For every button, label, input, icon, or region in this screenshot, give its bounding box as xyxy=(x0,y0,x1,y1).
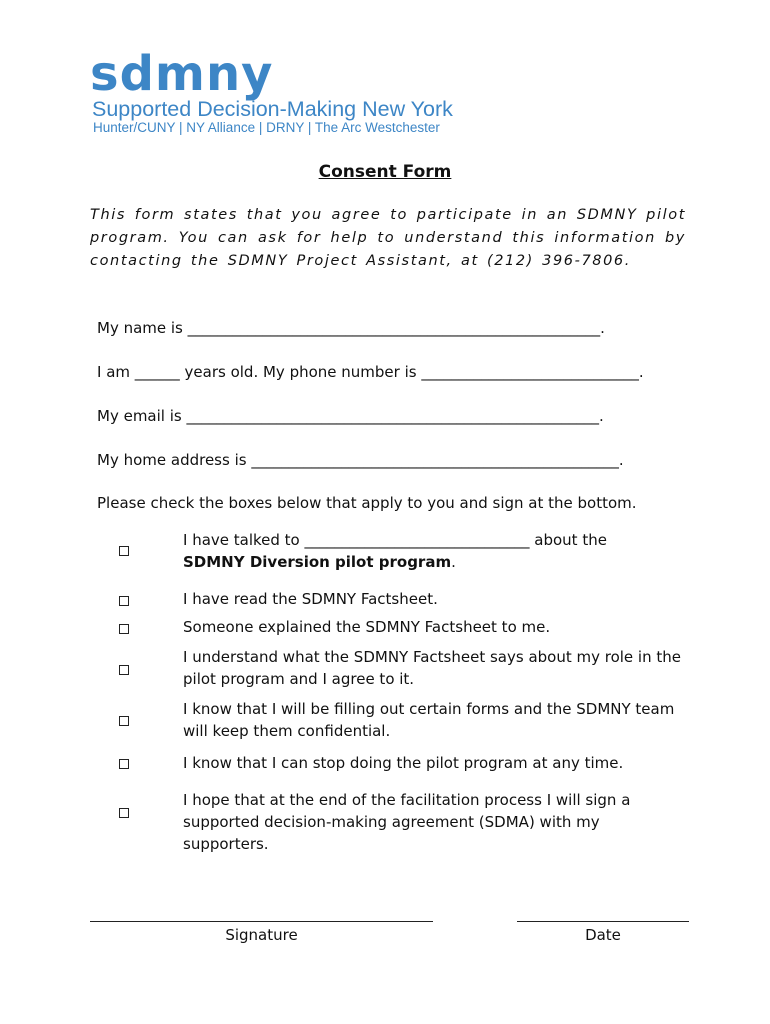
item-sdma-agreement: I hope that at the end of the facilitation process I will sign a supported decision-making agreement (SDMA) with my supporters. xyxy=(183,791,631,853)
age-phone-field[interactable]: I am ______ years old. My phone number is _____________________________. xyxy=(97,363,644,381)
date-label: Date xyxy=(585,926,621,944)
checkbox-sdma-agreement[interactable] xyxy=(119,808,129,818)
item-read-factsheet: I have read the SDMNY Factsheet. xyxy=(183,590,438,608)
signature-label: Signature xyxy=(225,926,298,944)
checkbox-understand-role[interactable] xyxy=(119,665,129,675)
item-talked-end: . xyxy=(451,553,456,571)
checkbox-instruction: Please check the boxes below that apply to you and sign at the bottom. xyxy=(97,494,637,512)
checkbox-confidential[interactable] xyxy=(119,716,129,726)
checkbox-talked[interactable] xyxy=(119,546,129,556)
checkbox-explained-factsheet[interactable] xyxy=(119,624,129,634)
logo-partners: Hunter/CUNY | NY Alliance | DRNY | The Arc Westchester xyxy=(93,120,440,135)
checkbox-read-factsheet[interactable] xyxy=(119,596,129,606)
item-talked-prefix: I have talked to ______________________________ about the xyxy=(183,531,607,549)
logo-wordmark: sdmny xyxy=(90,46,274,102)
address-field[interactable]: My home address is _________________________________________________. xyxy=(97,451,624,469)
item-stop-anytime: I know that I can stop doing the pilot program at any time. xyxy=(183,754,624,772)
item-talked xyxy=(183,529,683,573)
form-title: Consent Form xyxy=(318,162,452,182)
item-understand-role: I understand what the SDMNY Factsheet says about my role in the pilot program and I agree to it. xyxy=(183,648,681,688)
date-line[interactable] xyxy=(517,921,689,922)
item-confidential: I know that I will be filling out certain forms and the SDMNY team will keep them confidential. xyxy=(183,700,675,740)
email-field[interactable]: My email is _______________________________________________________. xyxy=(97,407,604,425)
item-talked-program: SDMNY Diversion pilot program xyxy=(183,553,452,571)
form-intro: This form states that you agree to participate in an SDMNY pilot program. You can ask for help to understand this information by contacting the SDMNY Project Assistant, at (212) 396-7806. xyxy=(90,207,686,269)
signature-line[interactable] xyxy=(90,921,433,922)
logo-subtitle: Supported Decision-Making New York xyxy=(92,97,453,121)
item-explained-factsheet: Someone explained the SDMNY Factsheet to me. xyxy=(183,618,551,636)
checkbox-stop-anytime[interactable] xyxy=(119,759,129,769)
name-field[interactable]: My name is _______________________________________________________. xyxy=(97,319,605,337)
